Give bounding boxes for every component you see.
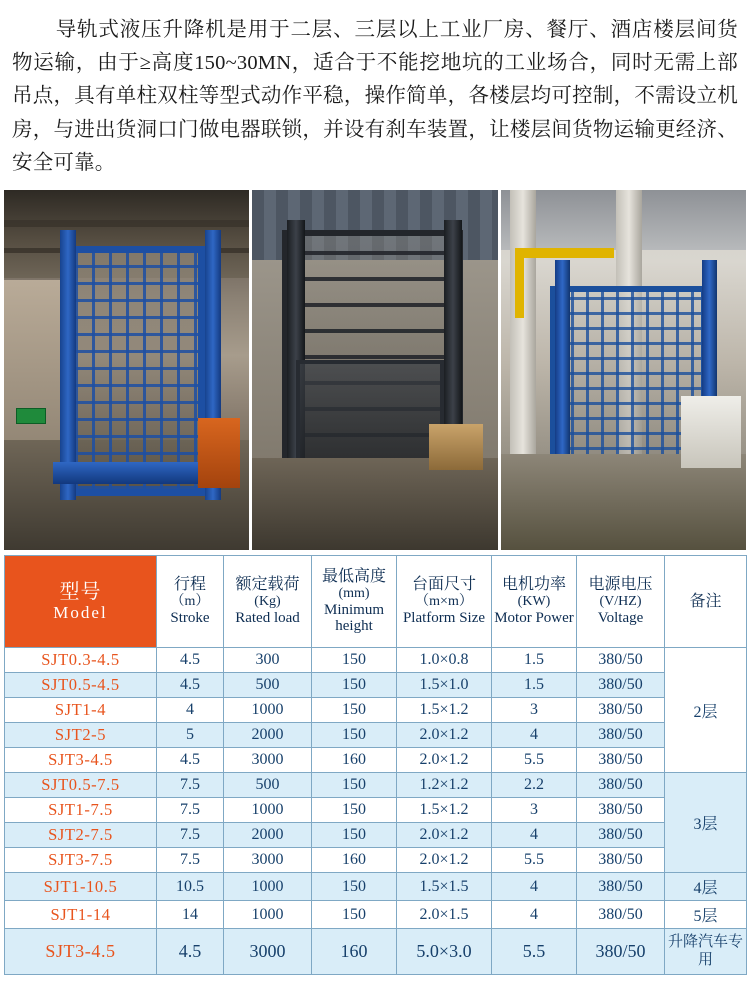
table-row bbox=[5, 929, 747, 975]
col-header-power-unit: (KW) bbox=[517, 594, 551, 610]
table-row bbox=[5, 648, 747, 673]
cell-power: 5.5 bbox=[492, 929, 577, 975]
cell-height: 150 bbox=[312, 723, 397, 748]
cell-height: 150 bbox=[312, 648, 397, 673]
cell-voltage: 380/50 bbox=[577, 698, 665, 723]
cell-stroke: 7.5 bbox=[157, 773, 224, 798]
table-row bbox=[5, 748, 747, 773]
cell-model: SJT0.5-4.5 bbox=[5, 673, 157, 698]
lift-cage bbox=[68, 246, 205, 496]
cell-height: 160 bbox=[312, 848, 397, 873]
cell-voltage: 380/50 bbox=[577, 901, 665, 929]
cell-model: SJT1-14 bbox=[5, 901, 157, 929]
col-header-voltage-unit: (V/HZ) bbox=[599, 594, 642, 610]
col-header-power-cn: 电机功率 bbox=[501, 576, 566, 594]
cell-stroke: 10.5 bbox=[157, 873, 224, 901]
cell-power: 4 bbox=[492, 873, 577, 901]
col-header-motor-power bbox=[492, 556, 577, 648]
cell-remark-car-lift: 升降汽车专用 bbox=[665, 929, 747, 975]
cell-power: 3 bbox=[492, 698, 577, 723]
col-header-remark bbox=[665, 556, 747, 648]
col-header-voltage-cn: 电源电压 bbox=[588, 576, 653, 594]
cell-voltage: 380/50 bbox=[577, 929, 665, 975]
cell-model: SJT3-7.5 bbox=[5, 848, 157, 873]
col-header-voltage-en: Voltage bbox=[597, 609, 644, 626]
cell-stroke: 4 bbox=[157, 698, 224, 723]
cell-load: 1000 bbox=[224, 798, 312, 823]
col-header-stroke-en: Stroke bbox=[170, 609, 210, 626]
yellow-safety-rail bbox=[515, 248, 613, 258]
table-header-row bbox=[5, 556, 747, 648]
table-row bbox=[5, 773, 747, 798]
col-header-load-en: Rated load bbox=[235, 609, 300, 626]
cell-size: 2.0×1.5 bbox=[397, 901, 492, 929]
cell-power: 4 bbox=[492, 723, 577, 748]
exit-sign bbox=[16, 408, 46, 424]
cell-voltage: 380/50 bbox=[577, 798, 665, 823]
cell-stroke: 7.5 bbox=[157, 848, 224, 873]
cell-load: 3000 bbox=[224, 848, 312, 873]
cell-load: 500 bbox=[224, 673, 312, 698]
cell-power: 5.5 bbox=[492, 848, 577, 873]
cell-model: SJT1-4 bbox=[5, 698, 157, 723]
cell-stroke: 4.5 bbox=[157, 673, 224, 698]
col-header-size-en: Platform Size bbox=[402, 609, 486, 626]
spec-table-wrapper bbox=[0, 550, 750, 981]
cell-stroke: 4.5 bbox=[157, 748, 224, 773]
cell-size: 1.5×1.0 bbox=[397, 673, 492, 698]
col-header-stroke-unit: （m） bbox=[170, 594, 210, 610]
cell-model: SJT2-5 bbox=[5, 723, 157, 748]
stacked-goods bbox=[681, 396, 741, 468]
cell-voltage: 380/50 bbox=[577, 773, 665, 798]
lift-platform bbox=[53, 462, 220, 484]
cell-height: 150 bbox=[312, 901, 397, 929]
cell-load: 300 bbox=[224, 648, 312, 673]
cell-model: SJT1-10.5 bbox=[5, 873, 157, 901]
col-header-voltage bbox=[577, 556, 665, 648]
col-header-stroke bbox=[157, 556, 224, 648]
warehouse-floor bbox=[252, 458, 497, 550]
col-header-height-cn: 最低高度 bbox=[321, 567, 386, 585]
cell-size: 1.5×1.5 bbox=[397, 873, 492, 901]
col-header-height-en: Minimum height bbox=[323, 601, 384, 635]
cell-load: 2000 bbox=[224, 823, 312, 848]
cell-height: 160 bbox=[312, 748, 397, 773]
forklift bbox=[198, 418, 240, 488]
cell-height: 160 bbox=[312, 929, 397, 975]
cell-stroke: 4.5 bbox=[157, 648, 224, 673]
table-row bbox=[5, 901, 747, 929]
roof-beam bbox=[4, 220, 249, 227]
cell-size: 2.0×1.2 bbox=[397, 723, 492, 748]
cell-voltage: 380/50 bbox=[577, 873, 665, 901]
intro-paragraph bbox=[0, 0, 750, 190]
table-row bbox=[5, 823, 747, 848]
col-header-rated-load bbox=[224, 556, 312, 648]
table-row bbox=[5, 723, 747, 748]
yellow-safety-post bbox=[515, 248, 524, 318]
cell-size: 5.0×3.0 bbox=[397, 929, 492, 975]
cell-model: SJT3-4.5 bbox=[5, 748, 157, 773]
cell-stroke: 14 bbox=[157, 901, 224, 929]
cell-model: SJT0.5-7.5 bbox=[5, 773, 157, 798]
cell-power: 4 bbox=[492, 901, 577, 929]
cell-stroke: 5 bbox=[157, 723, 224, 748]
cell-model: SJT3-4.5 bbox=[5, 929, 157, 975]
cell-height: 150 bbox=[312, 873, 397, 901]
cell-stroke: 7.5 bbox=[157, 798, 224, 823]
cell-height: 150 bbox=[312, 673, 397, 698]
col-header-load-cn: 额定载荷 bbox=[235, 576, 300, 594]
col-header-model bbox=[5, 556, 157, 648]
specification-table bbox=[4, 555, 747, 975]
cell-power: 1.5 bbox=[492, 673, 577, 698]
cell-remark-2-floor: 2层 bbox=[665, 648, 747, 773]
cell-size: 2.0×1.2 bbox=[397, 748, 492, 773]
cell-power: 5.5 bbox=[492, 748, 577, 773]
cell-power: 4 bbox=[492, 823, 577, 848]
col-header-size-unit: （m×m） bbox=[415, 594, 473, 610]
table-row bbox=[5, 798, 747, 823]
cell-voltage: 380/50 bbox=[577, 673, 665, 698]
cell-model: SJT0.3-4.5 bbox=[5, 648, 157, 673]
cell-height: 150 bbox=[312, 798, 397, 823]
col-header-power-en: Motor Power bbox=[494, 609, 574, 626]
cell-model: SJT1-7.5 bbox=[5, 798, 157, 823]
guide-rail-left bbox=[60, 230, 76, 500]
table-body bbox=[5, 648, 747, 975]
cell-remark-3-floor: 3层 bbox=[665, 773, 747, 873]
col-header-minimum-height bbox=[312, 556, 397, 648]
table-row bbox=[5, 673, 747, 698]
cell-voltage: 380/50 bbox=[577, 748, 665, 773]
cell-load: 500 bbox=[224, 773, 312, 798]
col-header-size-cn: 台面尺寸 bbox=[411, 576, 476, 594]
photo-blue-mesh-lift-hall bbox=[501, 190, 746, 550]
cell-load: 2000 bbox=[224, 723, 312, 748]
cell-load: 1000 bbox=[224, 901, 312, 929]
col-header-model-en: Model bbox=[53, 603, 108, 623]
col-header-model-cn: 型号 bbox=[59, 580, 102, 603]
col-header-stroke-cn: 行程 bbox=[173, 576, 206, 594]
cell-height: 150 bbox=[312, 698, 397, 723]
cell-height: 150 bbox=[312, 823, 397, 848]
table-row bbox=[5, 698, 747, 723]
cell-size: 1.0×0.8 bbox=[397, 648, 492, 673]
cell-size: 1.5×1.2 bbox=[397, 698, 492, 723]
table-header bbox=[5, 556, 747, 648]
table-row bbox=[5, 848, 747, 873]
col-header-remark-cn: 备注 bbox=[689, 592, 722, 610]
cargo-crate bbox=[429, 424, 483, 470]
cell-voltage: 380/50 bbox=[577, 848, 665, 873]
product-photo-strip bbox=[0, 190, 750, 550]
photo-steel-rail-lift-warehouse bbox=[252, 190, 497, 550]
cell-voltage: 380/50 bbox=[577, 648, 665, 673]
cell-power: 3 bbox=[492, 798, 577, 823]
cell-voltage: 380/50 bbox=[577, 823, 665, 848]
cell-load: 1000 bbox=[224, 698, 312, 723]
cell-load: 3000 bbox=[224, 929, 312, 975]
col-header-load-unit: (Kg) bbox=[254, 594, 281, 610]
cell-size: 1.5×1.2 bbox=[397, 798, 492, 823]
col-header-height-unit: (mm) bbox=[338, 585, 370, 601]
intro-text: 导轨式液压升降机是用于二层、三层以上工业厂房、餐厅、酒店楼层间货物运输，由于≥高度150~30MN，适合于不能挖地坑的工业场合，同时无需上部吊点，具有单柱双柱等型式动作平稳，操作简单，各楼层均可控制，不需设立机房，与进出货洞口门做电器联锁，并设有刹车装置，让楼层间货物运输更经济、安全可靠。 bbox=[12, 19, 738, 174]
cell-model: SJT2-7.5 bbox=[5, 823, 157, 848]
cell-remark-4-floor: 4层 bbox=[665, 873, 747, 901]
table-row bbox=[5, 873, 747, 901]
cell-stroke: 4.5 bbox=[157, 929, 224, 975]
cell-power: 1.5 bbox=[492, 648, 577, 673]
cell-size: 2.0×1.2 bbox=[397, 823, 492, 848]
cell-size: 1.2×1.2 bbox=[397, 773, 492, 798]
cell-remark-5-floor: 5层 bbox=[665, 901, 747, 929]
cell-load: 1000 bbox=[224, 873, 312, 901]
col-header-platform-size bbox=[397, 556, 492, 648]
cell-load: 3000 bbox=[224, 748, 312, 773]
photo-blue-cage-lift-workshop bbox=[4, 190, 249, 550]
cell-stroke: 7.5 bbox=[157, 823, 224, 848]
cell-voltage: 380/50 bbox=[577, 723, 665, 748]
cell-power: 2.2 bbox=[492, 773, 577, 798]
hall-floor bbox=[501, 454, 746, 550]
cell-size: 2.0×1.2 bbox=[397, 848, 492, 873]
cell-height: 150 bbox=[312, 773, 397, 798]
